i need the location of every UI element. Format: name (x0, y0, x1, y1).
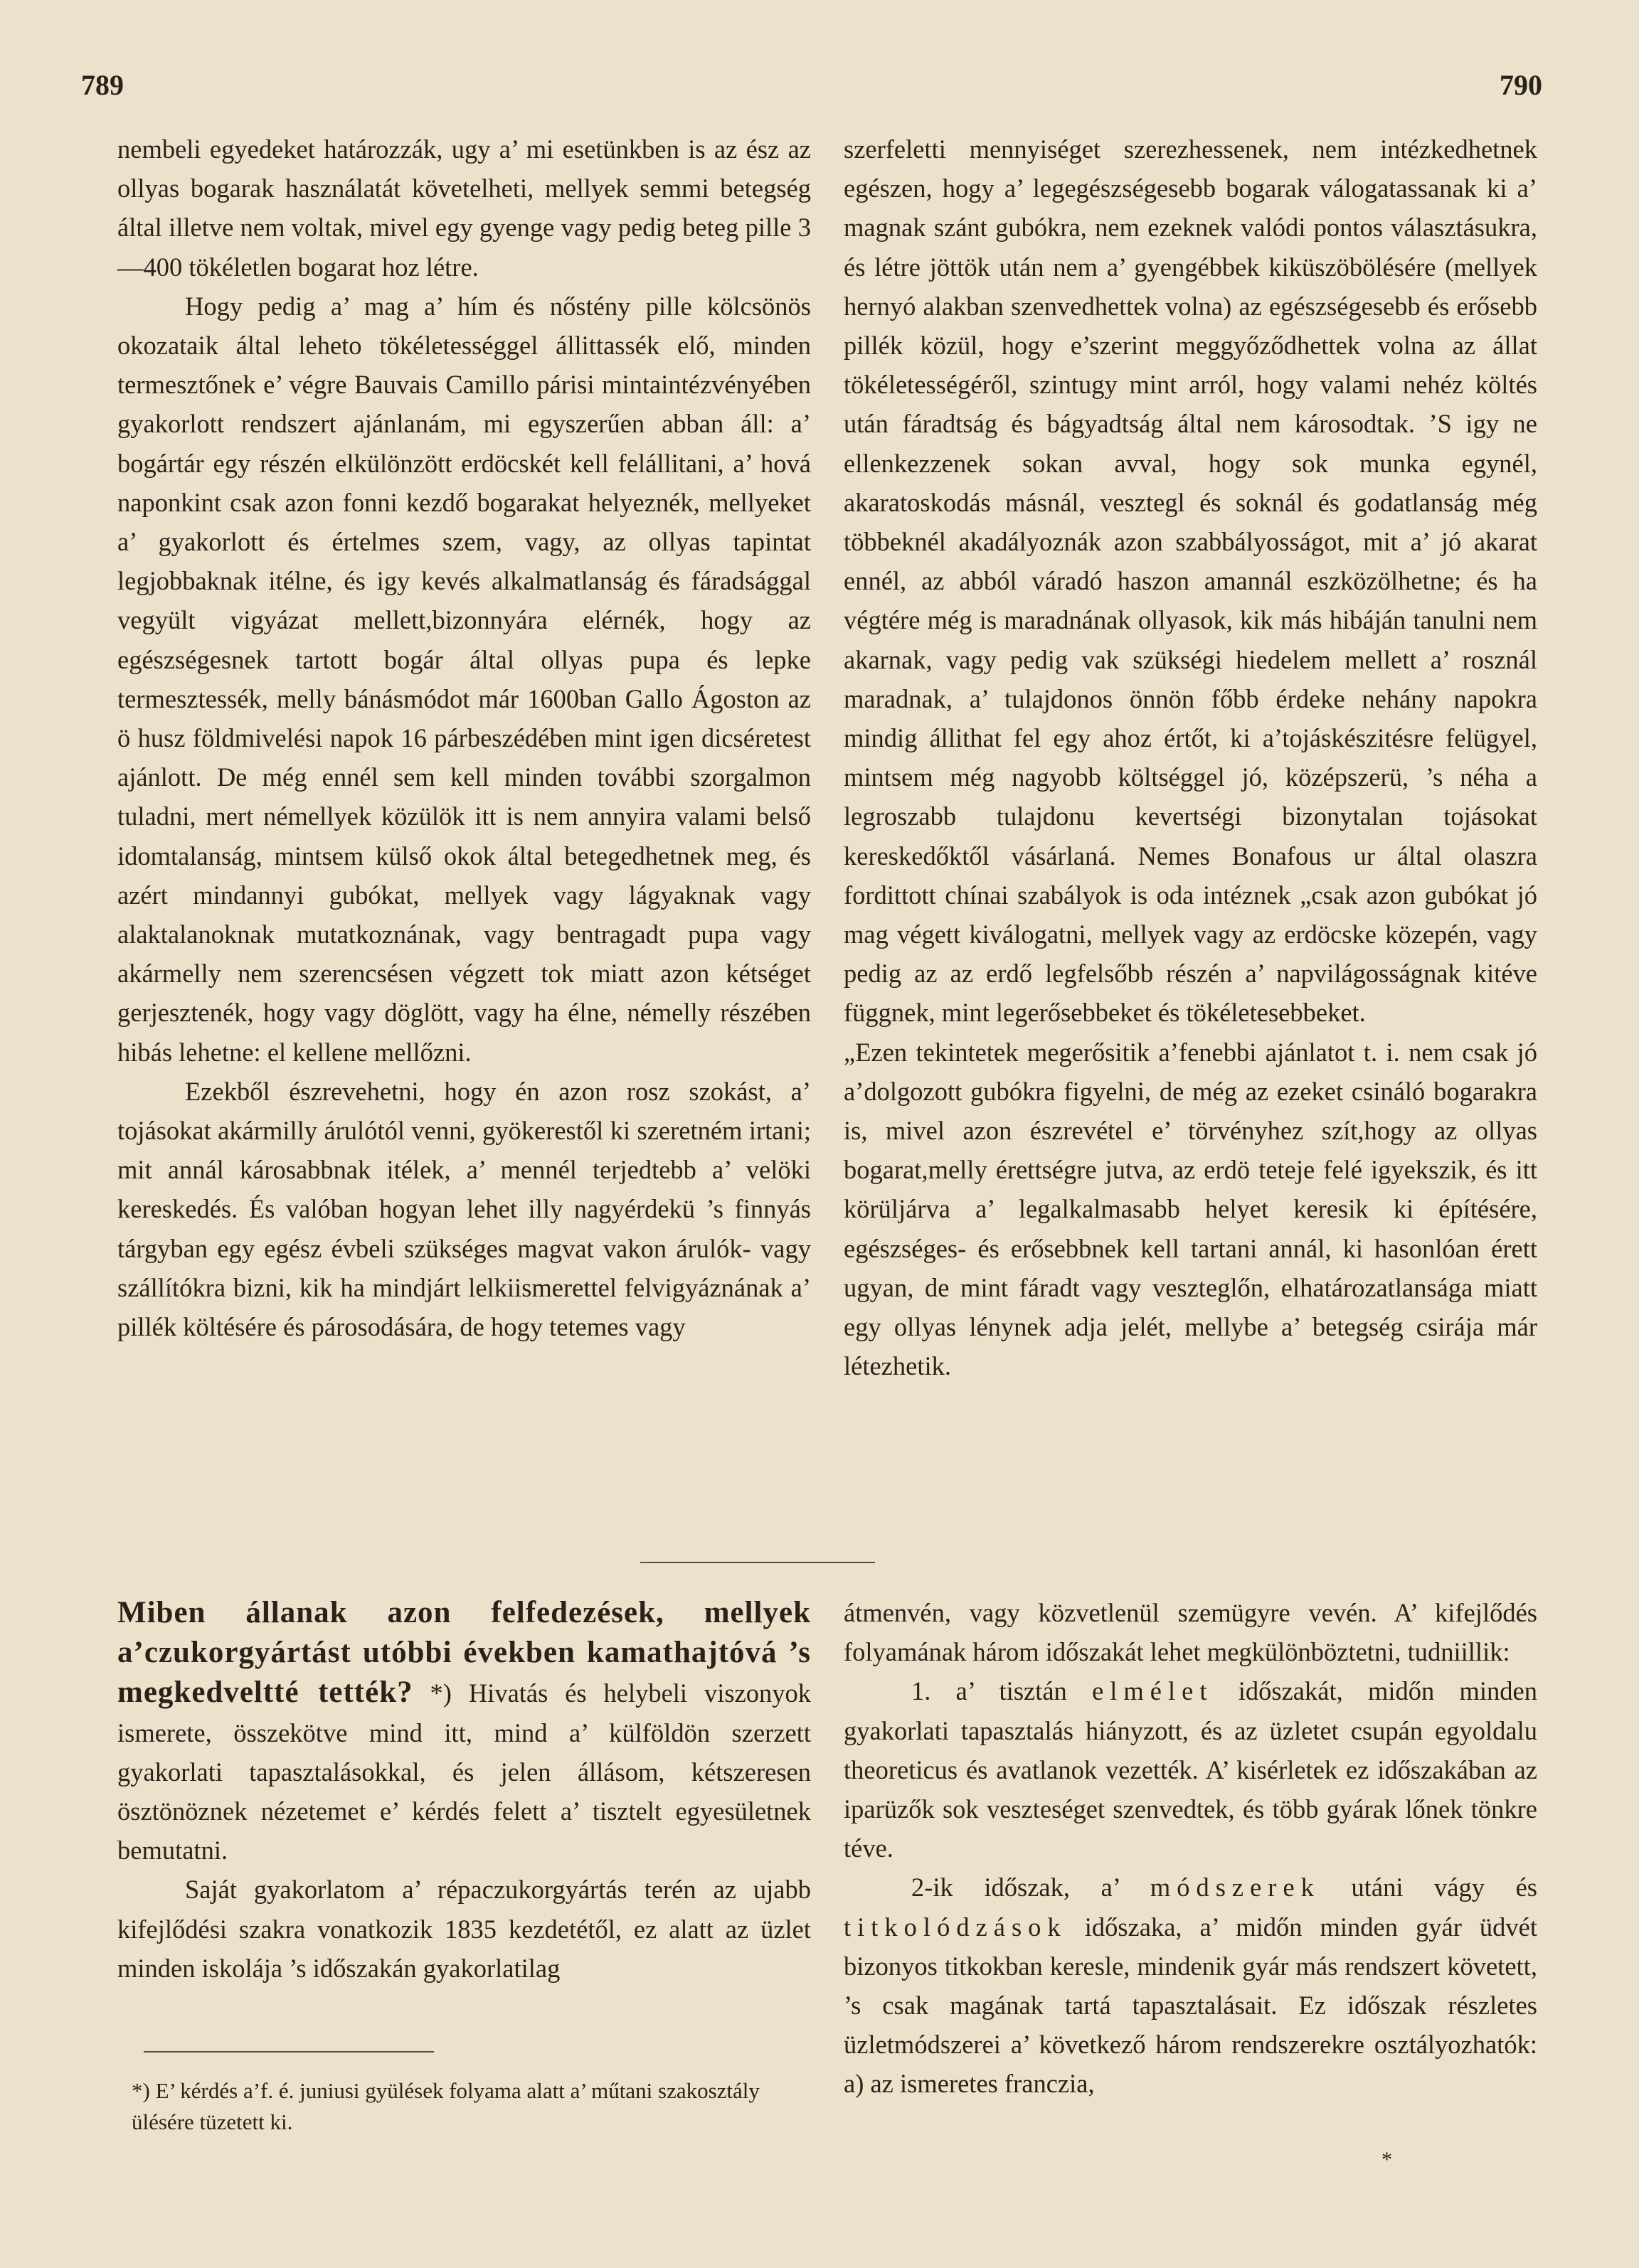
paragraph: nembeli egyedeket határozzák, ugy a’ mi esetünkben is az ész az ollyas bogarak használatát követelheti, mellyek semmi betegség által illetve nem voltak, mivel egy gyenge vagy pedig beteg pille 3—400 tökéletlen bogarat hoz létre. (117, 134, 811, 282)
paragraph: átmenvén, vagy közvetlenül szemügyre vevén. A’ kifejlődés folyamának három időszakát lehet megkülönböztetni, tudniillik: (844, 1598, 1537, 1667)
list-item-text: időszaka, a’ midőn minden gyár üdvét bizonyos titkokban keresle, mindenik gyár más rendszert követett, ’s csak magának tartá tapasztalásait. Ez időszak részletes üzletmódszerei a’ következő három rendszerekre osztályozhatók: a) az ismeretes franczia, (844, 1912, 1537, 2099)
paragraph: Hogy pedig a’ mag a’ hím és nőstény pille kölcsönös okozataik által leheto tökéletességgel állittassék elő, minden termesztőnek e’ végre Bauvais Camillo párisi mintaintézvényében gyakorlott rendszert ajánlanám, mi egyszerűen abban áll: a’ bogártár egy részén elkülönzött erdöcskét kell felállitani, a’ hová naponkint csak azon fonni kezdő bogarakat helyeznék, mellyeket a’ gyakorlott és értelmes szem, vagy, az ollyas tapintat legjobbaknak itélne, és igy kevés alkalmatlanság és fáradsággal vegyült vigyázat mellett,bizonnyára elérnék, hogy az egészségesnek tartott bogár által ollyas pupa és lepke termesztessék, melly bánásmódot már 1600ban Gallo Ágoston az ö husz földmivelési napok 16 párbeszédében mint igen dicséretest ajánlott. De még ennél sem kell minden további szorgalmon tuladni, mert némellyek közülök itt is nem annyira valami belső idomtalanság, mintsem külső okok által betegedhetnek meg, és azért mindannyi gubókat, mellyek vagy lágyaknak vagy alaktalanoknak mutatkoznának, vagy bentragadt pupa vagy akármelly nem szerencsésen végzett tok miatt azon kétséget gerjesztenék, hogy vagy döglött, vagy ha élne, némelly részében hibás lehetne: el kellene mellőzni. (117, 291, 811, 1067)
footnote-marker: *) (430, 1678, 452, 1708)
footnote (132, 2075, 807, 2138)
footnote-divider (144, 2051, 434, 2053)
lower-right-column (844, 1593, 1537, 2104)
list-item-text: időszakát, midőn minden gyakorlati tapasztalás hiányzott, és az üzletet csupán egyoldalu theoreticus és avatlanok vezették. A’ kisérletek ez időszakában az iparüzők sok veszteséget szenvedtek, és több gyárak lőnek tönkre téve. (844, 1676, 1538, 1863)
paragraph: „Ezen tekintetek megerősitik a’fenebbi ajánlatot t. i. nem csak jó a’dolgozott gubókra figyelni, de még az ezeket csináló bogarakra is, mivel azon észrevétel e’ törvényhez szít,hogy az ollyas bogarat,melly érettségre jutva, az erdö teteje felé igyekszik, és itt körüljárva a’ legalkalmasabb helyet keresik ki építésére, egészséges- és erősebbnek kell tartani annál, ki hasonlóan érett ugyan, de mint fáradt vagy veszteglőn, elhatározatlansága miatt egy ollyas lénynek adja jelét, mellybe a’ betegség csirája már létezhetik. (844, 1037, 1537, 1381)
list-item-prefix: 2-ik időszak, a’ (911, 1873, 1120, 1902)
paragraph: szerfeletti mennyiséget szerezhessenek, nem intézkedhetnek egészen, hogy a’ legegészségesebb bogarak válogatassanak ki a’ magnak szánt gubókra, nem ezeknek valódi pontos választásukra, és létre jöttök után nem a’ gyengébbek kiküszöbölésére (mellyek hernyó alakban szenvedhettek volna) az egészségesebb és erősebb pillék közül, hogy e’szerint meggyőződhettek volna az állat tökéletességéről, szintugy mint arról, hogy valami nehéz költés után fáradtság és bágyadtság által nem károsodtak. ’S igy ne ellenkezzenek sokan avval, hogy sok munka egynél, akaratoskodás másnál, vesztegl és soknál és godatlanság még többeknél akadályoznák azon szabbályosságot, mit a’ jó akarat ennél, az abból váradó haszon amannál eszközölhetne; és ha végtére még is maradnának ollyasok, kik más hibáján tanulni nem akarnak, vagy pedig vak szükségi hiedelem mellett a’ rosznál maradnak, a’ tulajdonos önnön főbb érdeke nehány napokra mindig állithat fel egy ahoz értőt, ki a’tojáskészitésre felügyel, mintsem még nagyobb költséggel jó, középszerü, ’s néha a legroszabb tulajdonu kevertségi bizonytalan tojásokat kereskedőktől vásárlaná. Nemes Bonafous ur által olaszra fordittott chínai szabályok is oda intéznek „csak azon gubókat jó mag végett kiválogatni, mellyek vagy az erdöcske közepén, vagy pedig az az erdő legfelsőbb részén a’ napvilágosságnak kitéve függnek, mint legerősebbeket és tökéletesebbeket. (844, 134, 1537, 1028)
article-title: Miben állanak azon felfedezések, mellyek a’czukorgyártást utóbbi években kamathajtóvá ’s megkedveltté tették? (117, 1596, 811, 1710)
upper-left-column (117, 129, 811, 1346)
paragraph: Saját gyakorlatom a’ répaczukorgyártás terén az ujabb kifejlődési szakra vonatkozik 1835 kezdetétől, ez alatt az üzlet minden iskolája ’s időszakán gyakorlatilag (117, 1875, 811, 1983)
article-opening (117, 1593, 811, 1870)
emphasized-term: titkolódzások (844, 1912, 1067, 1942)
footnote-marker: *) (132, 2078, 150, 2103)
left-page-number: 789 (81, 69, 124, 101)
signature-mark: * (1381, 2148, 1392, 2171)
title-continuation: Hivatás és helybeli viszonyok ismerete, összekötve mind itt, mind a’ külföldön szerzett gyakorlati tapasztalásokkal, és jelen állásom, kétszeresen ösztönöznek nézetemet e’ kérdés felett a’ tisztelt egyesületnek bemutatni. (117, 1678, 812, 1865)
list-item-prefix: 1. a’ tisztán (911, 1676, 1067, 1706)
list-item (844, 1671, 1537, 1868)
footnote-text: E’ kérdés a’f. é. juniusi gyülések folyama alatt a’ műtani szakosztály ülésére tüzetett ki. (132, 2078, 760, 2134)
emphasized-term: elmélet (1092, 1676, 1214, 1706)
section-divider (640, 1562, 875, 1563)
lower-left-column (117, 1593, 811, 1988)
upper-right-column (844, 129, 1537, 1386)
emphasized-term: módszerek (1150, 1873, 1320, 1902)
list-item (844, 1868, 1537, 2103)
list-item-text: utáni vágy és (1351, 1873, 1537, 1902)
right-page-number: 790 (1500, 69, 1542, 101)
paragraph: Ezekből észrevehetni, hogy én azon rosz szokást, a’ tojásokat akármilly árulótól venni, gyökerestől ki szeretném irtani; mit annál károsabbnak itélek, a’ mennél terjedtebb a’ velöki kereskedés. És valóban hogyan lehet illy nagyérdekü ’s finnyás tárgyban egy egész évbeli szükséges magvat vakon árulók- vagy szállítókra bizni, kik ha mindjárt lelkiismerettel felvigyáznának a’ pillék költésére és párosodására, de hogy tetemes vagy (117, 1076, 811, 1342)
